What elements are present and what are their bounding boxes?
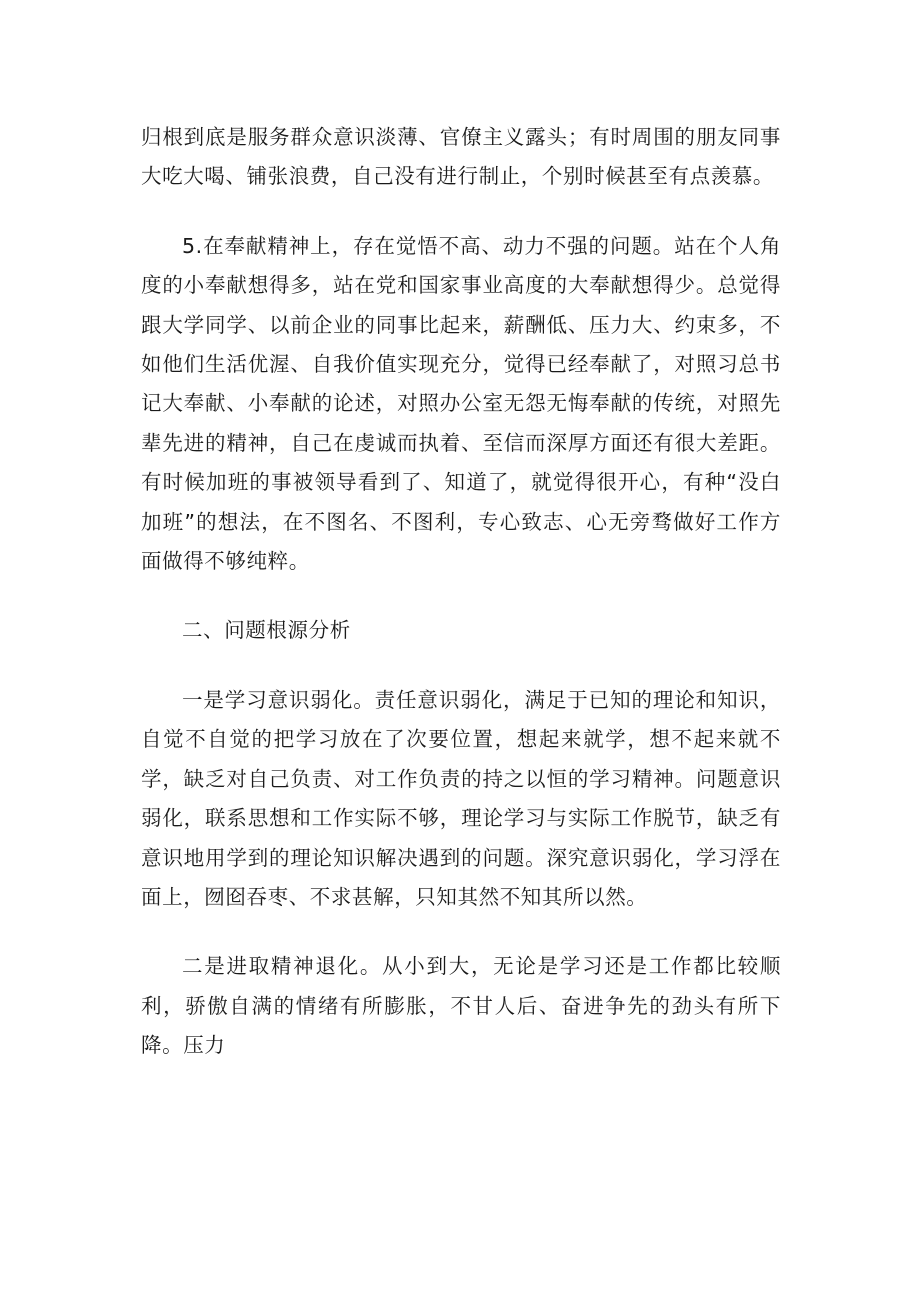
paragraph-3: 一是学习意识弱化。责任意识弱化，满足于已知的理论和知识，自觉不自觉的把学习放在了次要位置，想起来就学，想不起来就不学，缺乏对自己负责、对工作负责的持之以恒的学习精神。问题意识弱化，联系思想和工作实际不够，理论学习与实际工作脱节，缺乏有意识地用学到的理论知识解决遇到的问题。深究意识弱化，学习浮在面上，囫囵吞枣、不求甚解，只知其然不知其所以然。 — [141, 687, 781, 909]
document-body — [141, 118, 781, 1096]
paragraph-4: 二是进取精神退化。从小到大，无论是学习还是工作都比较顺利，骄傲自满的情绪有所膨胀，不甘人后、奋进争先的劲头有所下降。压力 — [141, 954, 781, 1058]
paragraph-2: 5.在奉献精神上，存在觉悟不高、动力不强的问题。站在个人角度的小奉献想得多，站在党和国家事业高度的大奉献想得少。总觉得跟大学同学、以前企业的同事比起来，薪酬低、压力大、约束多，不如他们生活优渥、自我价值实现充分，觉得已经奉献了，对照习总书记大奉献、小奉献的论述，对照办公室无怨无悔奉献的传统，对照先辈先进的精神，自己在虔诚而执着、至信而深厚方面还有很大差距。有时候加班的事被领导看到了、知道了，就觉得很开心，有种“没白加班”的想法，在不图名、不图利，专心致志、心无旁骛做好工作方面做得不够纯粹。 — [141, 233, 781, 574]
section-heading: 二、问题根源分析 — [182, 618, 351, 643]
paragraph-1: 归根到底是服务群众意识淡薄、官僚主义露头；有时周围的朋友同事大吃大喝、铺张浪费，自己没有进行制止，个别时候甚至有点羡慕。 — [141, 125, 781, 189]
